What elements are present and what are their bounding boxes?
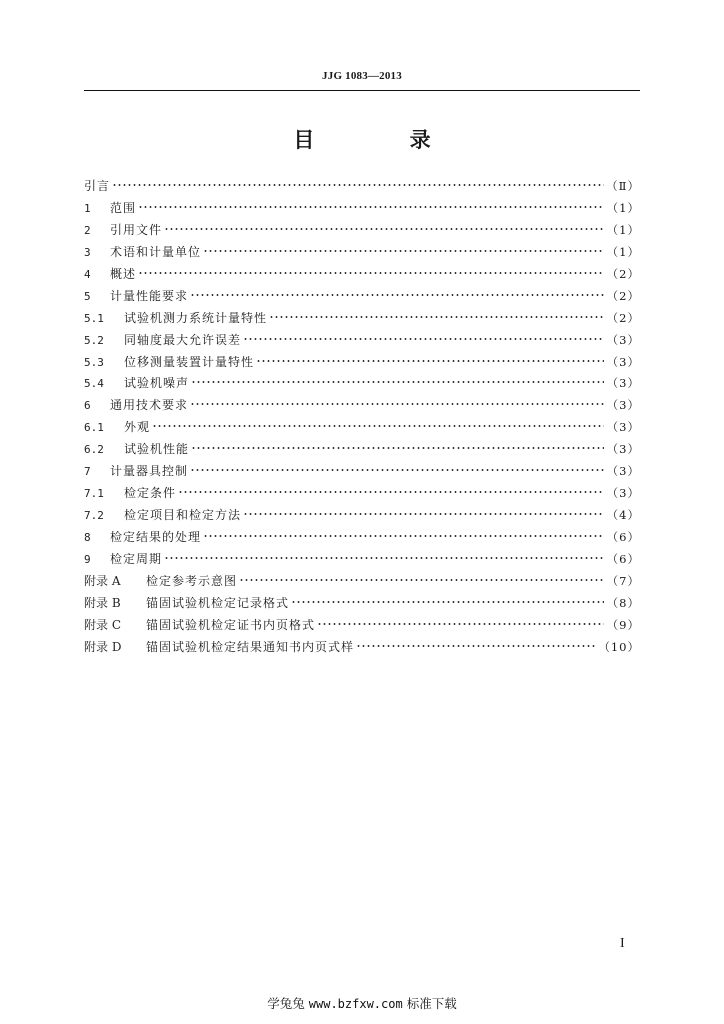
toc-entry-page: （2） [606, 266, 640, 281]
toc-dot-leader [112, 183, 604, 187]
toc-entry[interactable] [84, 594, 640, 616]
toc-dot-leader [138, 271, 604, 275]
toc-dot-leader [256, 359, 604, 363]
toc-entry-page: （10） [598, 639, 640, 654]
toc-entry-label: 位移测量装置计量特性 [124, 354, 255, 369]
footer-site-link[interactable]: www.bzfxw.com [308, 997, 403, 1011]
header-divider [84, 90, 640, 91]
toc-entry[interactable] [84, 287, 640, 309]
toc-entry[interactable] [84, 616, 640, 638]
toc-dot-leader [178, 490, 604, 494]
toc-entry[interactable] [84, 243, 640, 265]
footer-tagline: 标准下载 [406, 996, 457, 1011]
toc-entry-page: （1） [606, 200, 640, 215]
toc-entry-number: 2 [84, 223, 91, 237]
toc-entry-number: 5.4 [84, 377, 104, 391]
toc-dot-leader [191, 380, 604, 384]
toc-entry[interactable] [84, 638, 640, 660]
toc-entry-label: 引言 [84, 179, 111, 193]
toc-entry-page: （Ⅱ） [606, 179, 640, 193]
toc-entry[interactable] [84, 374, 640, 396]
toc-dot-leader [190, 293, 604, 297]
toc-entry-number: 1 [84, 201, 91, 215]
standard-code-header: JJG 1083—2013 [322, 70, 402, 82]
page-number: I [620, 936, 625, 951]
toc-entry[interactable] [84, 221, 640, 243]
toc-entry-number: 附录 B [84, 595, 121, 610]
toc-entry-page: （3） [606, 420, 640, 435]
toc-entry[interactable] [84, 309, 640, 331]
toc-entry[interactable] [84, 353, 640, 375]
toc-entry-number: 附录 A [84, 573, 121, 588]
footer-brand: 学兔兔 [267, 996, 305, 1011]
toc-entry-number: 5.3 [84, 355, 104, 369]
toc-entry-label: 通用技术要求 [110, 398, 189, 413]
toc-entry-label: 计量器具控制 [110, 464, 189, 479]
toc-entry-label: 检定结果的处理 [110, 530, 202, 544]
toc-entry-page: （6） [606, 530, 640, 544]
toc-entry-page: （2） [606, 288, 640, 303]
toc-entry-label: 检定项目和检定方法 [124, 508, 242, 523]
page-title: 目 录 [293, 127, 475, 152]
toc-entry[interactable] [84, 177, 640, 199]
toc-entry-number: 4 [84, 267, 91, 281]
toc-dot-leader [243, 337, 604, 341]
toc-entry-number: 6 [84, 399, 91, 413]
toc-entry-label: 试验机噪声 [124, 376, 190, 391]
toc-entry[interactable] [84, 484, 640, 506]
toc-entry-page: （3） [606, 398, 640, 413]
toc-dot-leader [269, 315, 604, 319]
toc-entry-page: （9） [606, 617, 640, 632]
toc-dot-leader [291, 600, 604, 604]
toc-entry[interactable] [84, 572, 640, 594]
toc-entry-number: 6.2 [84, 443, 104, 457]
toc-entry[interactable] [84, 550, 640, 572]
toc-dot-leader [191, 446, 604, 450]
toc-entry-page: （7） [606, 573, 640, 588]
toc-entry[interactable] [84, 396, 640, 418]
toc-entry[interactable] [84, 199, 640, 221]
toc-dot-leader [356, 644, 596, 648]
toc-entry-page: （6） [606, 551, 640, 566]
toc-entry-label: 检定周期 [110, 551, 163, 566]
toc-entry-number: 附录 C [84, 617, 121, 632]
toc-entry-number: 9 [84, 552, 91, 566]
toc-entry[interactable] [84, 418, 640, 440]
toc-entry[interactable] [84, 528, 640, 550]
toc-entry-label: 试验机测力系统计量特性 [124, 310, 268, 325]
toc-entry-page: （1） [606, 222, 640, 237]
toc-entry-page: （3） [606, 486, 640, 501]
toc-dot-leader [243, 512, 604, 516]
toc-dot-leader [239, 578, 604, 582]
footer-watermark [0, 994, 724, 1012]
toc-entry-label: 术语和计量单位 [110, 244, 202, 259]
toc-entry-page: （3） [606, 464, 640, 479]
toc-entry-page: （3） [606, 354, 640, 369]
toc-entry[interactable] [84, 331, 640, 353]
toc-entry-label: 概述 [110, 266, 137, 281]
toc-entry-label: 检定参考示意图 [146, 573, 238, 588]
toc-dot-leader [138, 205, 604, 209]
toc-dot-leader [164, 556, 604, 560]
toc-entry-number: 5.1 [84, 311, 104, 325]
toc-dot-leader [164, 227, 604, 231]
toc-entry-label: 检定条件 [124, 486, 177, 501]
toc-entry-label: 锚固试验机检定记录格式 [146, 595, 290, 610]
toc-entry-number: 5 [84, 289, 91, 303]
toc-dot-leader [203, 534, 604, 538]
toc-entry-number: 7 [84, 465, 91, 479]
toc-entry-number: 5.2 [84, 333, 104, 347]
toc-entry-page: （3） [606, 442, 640, 457]
toc-entry-label: 试验机性能 [124, 442, 190, 457]
toc-entry[interactable] [84, 506, 640, 528]
toc-entry-label: 同轴度最大允许误差 [124, 332, 242, 347]
toc-entry-number: 3 [84, 245, 91, 259]
toc-entry-number: 7.2 [84, 509, 104, 523]
toc-dot-leader [152, 424, 604, 428]
toc-entry[interactable] [84, 462, 640, 484]
toc-dot-leader [190, 468, 604, 472]
toc-entry-label: 引用文件 [110, 222, 163, 237]
toc-entry-number: 7.1 [84, 487, 104, 501]
toc-entry-label: 计量性能要求 [110, 288, 189, 303]
toc-entry-label: 范围 [110, 200, 137, 215]
toc-entry-label: 锚固试验机检定结果通知书内页式样 [146, 639, 355, 654]
toc-entry-label: 外观 [124, 420, 151, 435]
toc-entry-page: （4） [606, 508, 640, 523]
toc-dot-leader [317, 622, 604, 626]
toc-entry-page: （2） [606, 310, 640, 325]
toc-entry-number: 附录 D [84, 639, 122, 654]
toc-entry[interactable] [84, 440, 640, 462]
toc-entry-page: （3） [606, 376, 640, 391]
toc-entry-page: （1） [606, 244, 640, 259]
toc-entry-label: 锚固试验机检定证书内页格式 [146, 617, 316, 632]
toc-dot-leader [190, 402, 604, 406]
table-of-contents [84, 177, 640, 660]
toc-entry[interactable] [84, 265, 640, 287]
toc-entry-page: （3） [606, 332, 640, 347]
toc-entry-number: 8 [84, 531, 91, 544]
toc-entry-page: （8） [606, 595, 640, 610]
toc-dot-leader [203, 249, 604, 253]
toc-entry-number: 6.1 [84, 421, 104, 435]
